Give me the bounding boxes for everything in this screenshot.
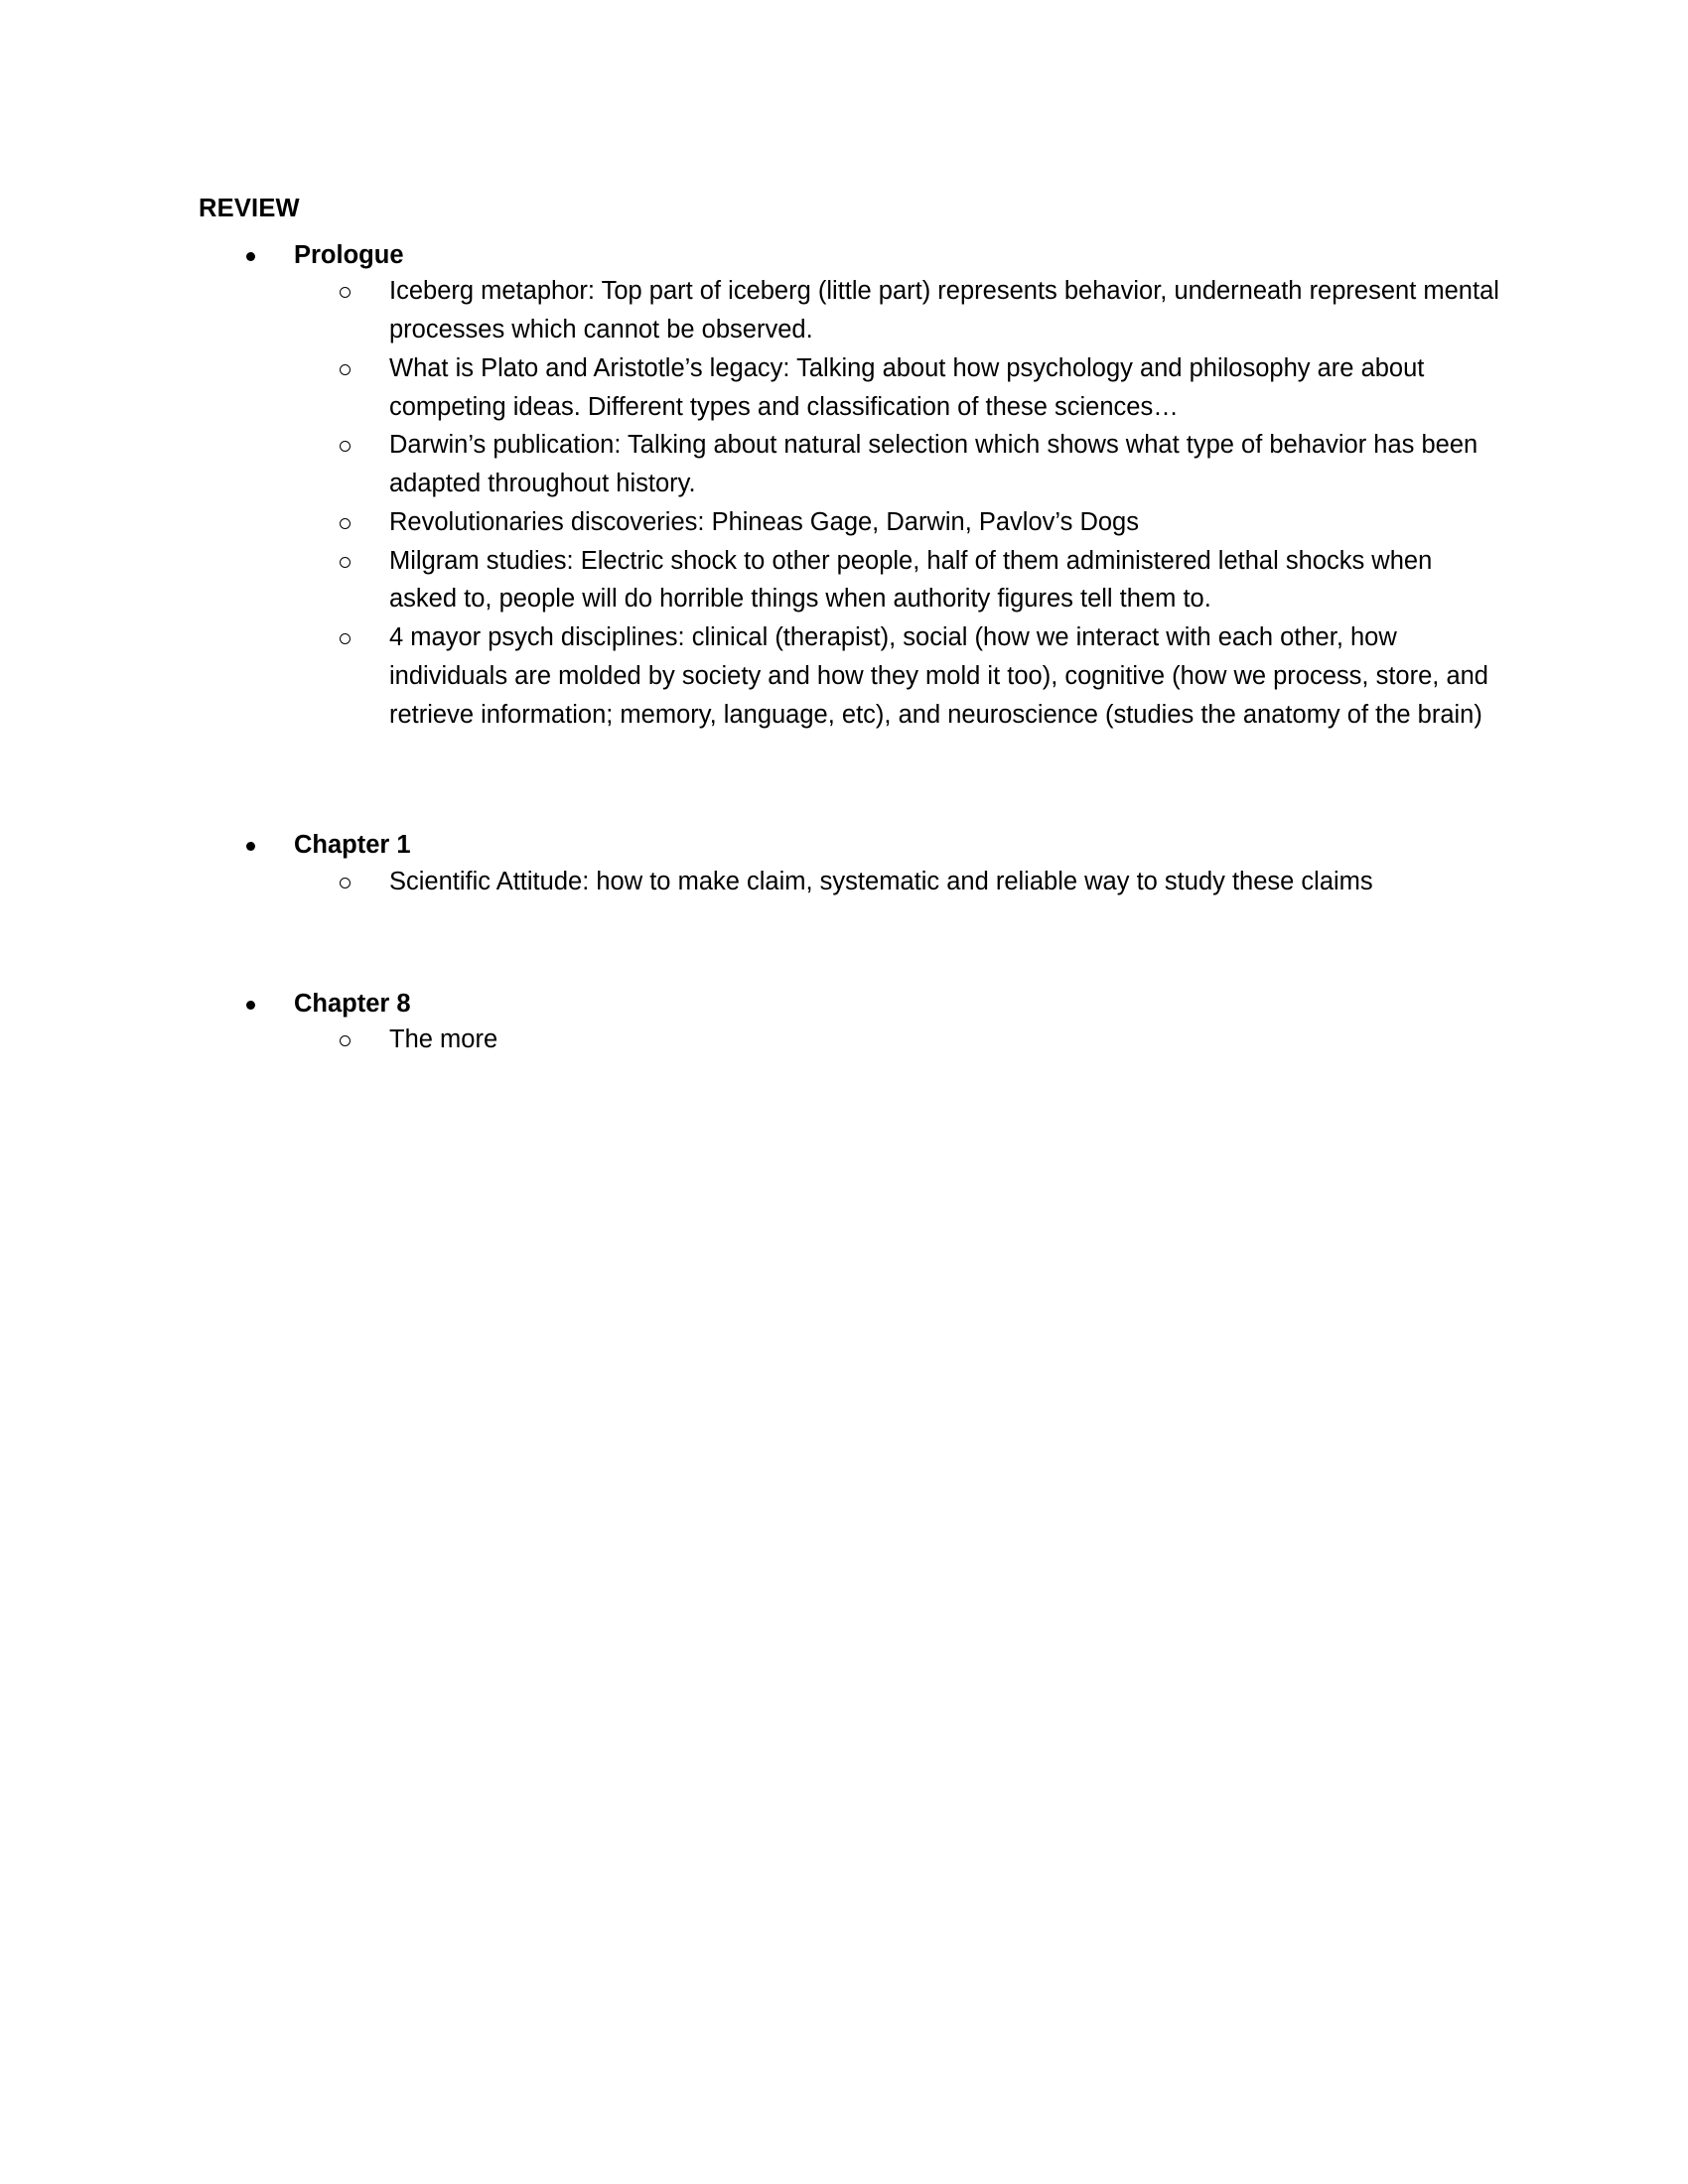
hollow-circle-bullet-icon: [340, 503, 351, 529]
list-item: [199, 863, 1499, 901]
list-item: [199, 426, 1499, 503]
section-items-prologue: [199, 272, 1499, 734]
list-item: [199, 349, 1499, 427]
section-spacer: [199, 900, 1499, 988]
section-items-chapter-1: [199, 863, 1499, 901]
list-item-text: Revolutionaries discoveries: Phineas Gage, Darwin, Pavlov’s Dogs: [389, 507, 1139, 536]
list-item-text: Iceberg metaphor: Top part of iceberg (little part) represents behavior, underneath represent mental processes which cannot be observed.: [389, 277, 1499, 344]
list-item: [199, 503, 1499, 542]
list-item: [199, 1021, 1499, 1059]
section-heading-chapter-1: [199, 829, 1499, 862]
list-item: [199, 272, 1499, 349]
section-heading-label: Chapter 8: [294, 990, 411, 1019]
hollow-circle-bullet-icon: [340, 426, 351, 452]
page-title: REVIEW: [199, 195, 300, 222]
hollow-circle-bullet-icon: [340, 863, 351, 888]
document-body: [199, 195, 1499, 1059]
hollow-circle-bullet-icon: [340, 349, 351, 375]
list-item-text: Milgram studies: Electric shock to other people, half of them administered lethal shocks when asked to, people will do horrible things when authority figures tell them to.: [389, 546, 1433, 614]
list-item-text: Darwin’s publication: Talking about natural selection which shows what type of behavior has been adapted throughout history.: [389, 431, 1478, 498]
filled-circle-bullet-icon: [246, 988, 260, 1010]
filled-circle-bullet-icon: [246, 829, 260, 851]
list-item: [199, 542, 1499, 619]
list-item-text: The more: [389, 1025, 498, 1054]
section-heading-prologue: [199, 239, 1499, 272]
section-items-chapter-8: [199, 1021, 1499, 1059]
section-heading-label: Prologue: [294, 241, 404, 270]
hollow-circle-bullet-icon: [340, 1021, 351, 1046]
list-item-text: 4 mayor psych disciplines: clinical (therapist), social (how we interact with each other, how individuals are molded by society and how they mold it too), cognitive (how we process, store, and retrieve information; memory, language, etc), and neuroscience (studies the anatomy of the brain): [389, 623, 1488, 729]
list-item: [199, 618, 1499, 734]
hollow-circle-bullet-icon: [340, 618, 351, 644]
section-heading-label: Chapter 1: [294, 831, 411, 860]
filled-circle-bullet-icon: [246, 239, 260, 261]
list-item-text: Scientific Attitude: how to make claim, systematic and reliable way to study these claims: [389, 867, 1373, 895]
section-spacer: [199, 734, 1499, 829]
hollow-circle-bullet-icon: [340, 542, 351, 568]
list-item-text: What is Plato and Aristotle’s legacy: Talking about how psychology and philosophy are about competing ideas. Different types and classification of these sciences…: [389, 353, 1425, 421]
hollow-circle-bullet-icon: [340, 272, 351, 298]
section-heading-chapter-8: [199, 988, 1499, 1021]
